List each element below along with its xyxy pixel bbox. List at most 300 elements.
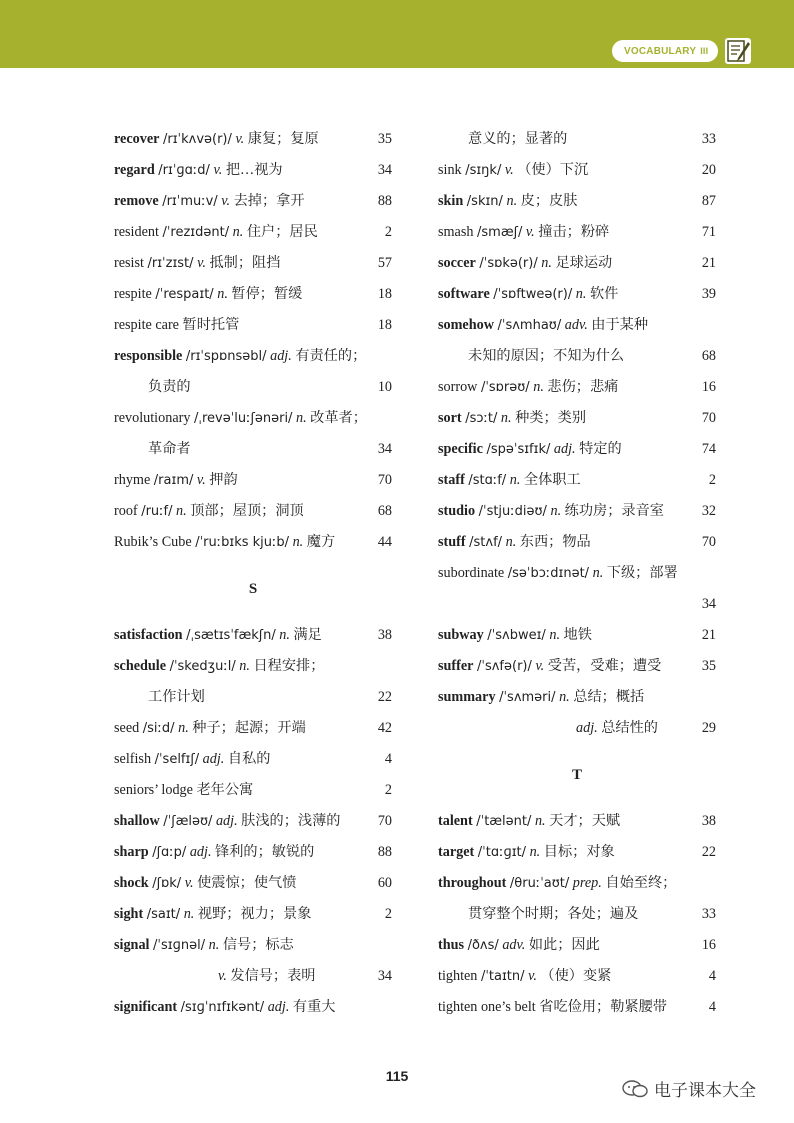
glossary-entry (438, 558, 716, 589)
entry-pos: v. (235, 131, 245, 147)
entry-text (438, 496, 664, 527)
entry-text (114, 248, 280, 279)
entry-pos: n. (239, 658, 250, 674)
entry-meaning: 省吃俭用；勒紧腰带 (539, 999, 667, 1015)
entry-text (114, 155, 283, 186)
glossary-entry (438, 806, 716, 837)
entry-headword: signal (114, 937, 150, 953)
entry-headword: respite care (114, 317, 179, 333)
entry-headword: sight (114, 906, 144, 922)
entry-text (468, 124, 567, 155)
entry-meaning: 满足 (293, 627, 322, 643)
entry-text (576, 713, 658, 744)
entry-page-ref: 57 (377, 255, 392, 271)
entry-phonetic: /ˈselfɪʃ/ (154, 752, 200, 767)
entry-headword: subordinate (438, 565, 505, 581)
entry-meaning: 发信号；表明 (230, 968, 316, 984)
entry-meaning: 种类；类别 (515, 410, 587, 426)
entry-headword: sink (438, 162, 462, 178)
entry-meaning: 自私的 (227, 751, 271, 767)
entry-text (438, 434, 622, 465)
entry-phonetic: /ˈsʌbweɪ/ (487, 628, 546, 643)
entry-phonetic: /stʌf/ (469, 535, 503, 550)
glossary-entry (114, 279, 392, 310)
entry-pos: n. (500, 410, 512, 426)
entry-phonetic: /ˈtɑːɡɪt/ (477, 845, 527, 860)
entry-pos: v. (504, 162, 514, 178)
entry-page-ref: 35 (701, 658, 716, 674)
entry-meaning: 特定的 (579, 441, 622, 457)
entry-headword: specific (438, 441, 483, 457)
entry-text (438, 868, 676, 899)
glossary-entry (438, 682, 716, 713)
entry-meaning: 下级；部署 (606, 565, 678, 581)
entry-phonetic: /sɪɡˈnɪfɪkənt/ (180, 1000, 265, 1015)
entry-pos: v. (221, 193, 231, 209)
entry-meaning: 种子；起源；开端 (192, 720, 306, 736)
entry-page-ref: 4 (384, 751, 392, 767)
entry-headword: seniors’ lodge (114, 782, 193, 798)
glossary-entry (438, 310, 716, 341)
entry-headword: resist (114, 255, 144, 271)
glossary-entry (114, 124, 392, 155)
entry-pos: n. (295, 410, 307, 426)
entry-pos: n. (534, 813, 546, 829)
entry-page-ref: 18 (377, 286, 392, 302)
glossary-entry (114, 744, 392, 775)
entry-text (438, 527, 591, 558)
entry-pos: adv. (502, 937, 526, 953)
entry-headword: suffer (438, 658, 474, 674)
entry-pos: adj. (553, 441, 576, 457)
entry-headword: respite (114, 286, 152, 302)
section-label-mark: III (700, 46, 709, 56)
entry-meaning: 暂时托管 (182, 317, 240, 333)
entry-headword: resident (114, 224, 159, 240)
entry-text (114, 620, 322, 651)
entry-pos: n. (549, 627, 560, 643)
entry-meaning: 有重大 (292, 999, 336, 1015)
entry-headword: stuff (438, 534, 466, 550)
entry-headword: software (438, 286, 490, 302)
entry-pos: n. (232, 224, 244, 240)
entry-text (114, 527, 335, 558)
entry-meaning: 皮；皮肤 (520, 193, 578, 209)
entry-text (438, 279, 618, 310)
entry-pos: v. (528, 968, 537, 984)
entry-phonetic: /ˈsɒftweə(r)/ (493, 287, 573, 302)
entry-page-ref: 2 (384, 782, 392, 798)
entry-phonetic: /sɔːt/ (465, 411, 498, 426)
entry-page-ref: 70 (377, 813, 392, 829)
glossary-entry (438, 279, 716, 310)
entry-headword: tighten one’s belt (438, 999, 536, 1015)
entry-text (114, 713, 306, 744)
entry-headword: talent (438, 813, 473, 829)
glossary-entry (438, 868, 716, 899)
entry-meaning: 抵制；阻挡 (209, 255, 281, 271)
entry-text (114, 124, 319, 155)
glossary-entry (114, 217, 392, 248)
entry-pos: n. (208, 937, 220, 953)
entry-headword: seed (114, 720, 140, 736)
entry-headword: tighten (438, 968, 478, 984)
entry-text (114, 837, 314, 868)
entry-meaning: 目标；对象 (543, 844, 615, 860)
entry-phonetic: /sɪŋk/ (465, 163, 502, 178)
entry-page-ref: 38 (377, 627, 392, 643)
entry-headword: smash (438, 224, 474, 240)
entry-text (114, 341, 366, 372)
glossary-entry (438, 930, 716, 961)
entry-text (148, 434, 191, 465)
entry-text (114, 930, 294, 961)
entry-meaning: 去掉；拿开 (233, 193, 305, 209)
entry-text (468, 899, 638, 930)
entry-meaning: 意义的；显著的 (468, 131, 568, 147)
entry-meaning: 工作计划 (148, 689, 205, 705)
entry-meaning: （使）下沉 (517, 162, 589, 178)
entry-text (438, 558, 678, 589)
entry-headword: selfish (114, 751, 152, 767)
entry-pos: adj. (270, 348, 292, 364)
entry-headword: sharp (114, 844, 149, 860)
entry-text (438, 403, 586, 434)
entry-page-ref: 34 (377, 162, 392, 178)
entry-meaning: 日程安排； (253, 658, 325, 674)
entry-pos: n. (529, 844, 541, 860)
entry-page-ref: 88 (377, 193, 392, 209)
glossary-entry (438, 217, 716, 248)
entry-phonetic: /səˈbɔːdɪnət/ (507, 566, 590, 581)
glossary-entry (438, 620, 716, 651)
entry-meaning: 信号；标志 (222, 937, 294, 953)
entry-headword: significant (114, 999, 178, 1015)
entry-text (114, 310, 239, 341)
glossary-entry (438, 961, 716, 992)
glossary-entry (114, 837, 392, 868)
entry-meaning: 未知的原因；不知为什么 (468, 348, 625, 364)
entry-text (438, 651, 661, 682)
entry-headword: soccer (438, 255, 476, 271)
entry-pos: n. (183, 906, 195, 922)
entry-text (468, 341, 624, 372)
entry-pos: v. (218, 968, 227, 984)
glossary-entry (114, 992, 392, 1023)
entry-text (438, 992, 667, 1023)
entry-phonetic: /ˈruːbɪks kjuːb/ (195, 535, 290, 550)
entry-meaning: 自始至终； (605, 875, 677, 891)
entry-page-ref: 74 (701, 441, 716, 457)
entry-meaning: 由于某种 (591, 317, 649, 333)
entry-phonetic: /ˈskedʒuːl/ (169, 659, 236, 674)
entry-meaning: 足球运动 (555, 255, 613, 271)
entry-phonetic: /rɪˈmuːv/ (162, 194, 218, 209)
entry-text (114, 744, 270, 775)
entry-text (438, 217, 609, 248)
glossary-entry (114, 713, 392, 744)
glossary-column-left (114, 124, 392, 1023)
entry-headword: studio (438, 503, 476, 519)
entry-pos: n. (217, 286, 228, 302)
glossary-entry (114, 775, 392, 806)
glossary-column-right (438, 124, 716, 1023)
entry-text (438, 310, 648, 341)
entry-text (114, 403, 367, 434)
entry-pos: adv. (564, 317, 588, 333)
entry-headword: summary (438, 689, 496, 705)
entry-pos: adj. (576, 720, 598, 736)
entry-meaning: 练功房；录音室 (564, 503, 664, 519)
entry-text (438, 837, 615, 868)
entry-page-ref: 44 (377, 534, 392, 550)
entry-meaning: 顶部；屋顶；洞顶 (190, 503, 304, 519)
entry-continuation (438, 899, 716, 930)
entry-meaning: 总结；概括 (573, 689, 645, 705)
entry-headword: throughout (438, 875, 507, 891)
entry-pos: v. (197, 255, 206, 271)
entry-phonetic: /ˈrespaɪt/ (155, 287, 214, 302)
entry-meaning: 地铁 (563, 627, 592, 643)
entry-page-ref: 29 (701, 720, 716, 736)
entry-text (438, 961, 611, 992)
entry-meaning: 押韵 (209, 472, 238, 488)
entry-page-ref: 2 (384, 906, 392, 922)
entry-phonetic: /ˌrevəˈluːʃənəri/ (193, 411, 293, 426)
entry-pos: n. (178, 720, 189, 736)
entry-phonetic: /siːd/ (142, 721, 175, 736)
entry-pos: v. (184, 875, 194, 891)
entry-pos: v. (535, 658, 545, 674)
entry-headword: skin (438, 193, 464, 209)
entry-text (438, 155, 588, 186)
entry-text (438, 372, 618, 403)
glossary-entry (438, 186, 716, 217)
entry-page-ref: 87 (701, 193, 716, 209)
entry-headword: remove (114, 193, 159, 209)
entry-phonetic: /ˈsʌmhaʊ/ (497, 318, 562, 333)
entry-phonetic: /rɪˈspɒnsəbl/ (185, 349, 267, 364)
entry-phonetic: /ˈsɪɡnəl/ (153, 938, 206, 953)
glossary-entry (438, 527, 716, 558)
entry-phonetic: /smæʃ/ (477, 225, 523, 240)
entry-continuation (114, 434, 392, 465)
entry-page-ref: 70 (701, 410, 716, 426)
entry-page-ref: 70 (701, 534, 716, 550)
entry-page-ref: 68 (377, 503, 392, 519)
entry-phonetic: /ʃɑːp/ (152, 845, 187, 860)
entry-page-ref: 32 (701, 503, 716, 519)
entry-headword: target (438, 844, 475, 860)
entry-phonetic: /raɪm/ (153, 473, 194, 488)
entry-meaning: （使）变紧 (540, 968, 612, 984)
entry-text (438, 186, 577, 217)
entry-text (148, 372, 191, 403)
entry-page-ref: 2 (708, 472, 716, 488)
entry-text (114, 217, 318, 248)
entry-page-ref: 22 (701, 844, 716, 860)
section-letter: T (571, 767, 582, 783)
glossary-entry (438, 248, 716, 279)
entry-headword: staff (438, 472, 465, 488)
entry-phonetic: /ˈsɒrəʊ/ (480, 380, 530, 395)
entry-meaning: 肤浅的；浅薄的 (241, 813, 341, 829)
entry-pos: n. (279, 627, 290, 643)
entry-pos: n. (559, 689, 570, 705)
entry-page-ref: 18 (377, 317, 392, 333)
entry-phonetic: /stɑːf/ (468, 473, 507, 488)
glossary-entry (114, 341, 392, 372)
entry-headword: sorrow (438, 379, 478, 395)
entry-page-ref: 34 (701, 596, 716, 612)
glossary-entry (114, 248, 392, 279)
entry-headword: sort (438, 410, 462, 426)
glossary-entry (114, 465, 392, 496)
entry-text (114, 775, 253, 806)
entry-phonetic: /ˈsʌfə(r)/ (477, 659, 532, 674)
entry-pos: adj. (189, 844, 212, 860)
entry-text (114, 186, 305, 217)
entry-headword: shock (114, 875, 149, 891)
entry-headword: revolutionary (114, 410, 191, 426)
entry-phonetic: /ˈrezɪdənt/ (162, 225, 230, 240)
entry-text (114, 992, 336, 1023)
entry-phonetic: /spəˈsɪfɪk/ (486, 442, 551, 457)
entry-page-ref: 34 (377, 968, 392, 984)
entry-pos: n. (533, 379, 544, 395)
entry-meaning: 全体职工 (523, 472, 581, 488)
entry-headword: somehow (438, 317, 494, 333)
entry-page-ref: 22 (377, 689, 392, 705)
entry-headword: regard (114, 162, 155, 178)
entry-page-ref: 42 (377, 720, 392, 736)
entry-meaning: 把…视为 (225, 162, 283, 178)
entry-page-ref: 20 (701, 162, 716, 178)
entry-meaning: 有责任的； (295, 348, 367, 364)
entry-meaning: 软件 (589, 286, 619, 302)
entry-page-ref: 60 (377, 875, 392, 891)
entry-phonetic: /ˈstjuːdiəʊ/ (478, 504, 547, 519)
entry-page-ref: 4 (708, 968, 716, 984)
glossary-entry (114, 403, 392, 434)
entry-meaning: 受苦，受难；遭受 (547, 658, 662, 674)
entry-text (148, 682, 205, 713)
entry-phonetic: /ˈʃæləʊ/ (163, 814, 213, 829)
entry-headword: recover (114, 131, 160, 147)
entry-phonetic: /ˈsʌməri/ (499, 690, 556, 705)
entry-continuation (438, 124, 716, 155)
page-number: 115 (385, 1068, 409, 1084)
entry-page-ref: 35 (377, 131, 392, 147)
glossary-entry (114, 527, 392, 558)
entry-meaning: 天才；天赋 (549, 813, 621, 829)
entry-pos: v. (525, 224, 535, 240)
entry-headword: roof (114, 503, 138, 519)
entry-page-ref: 39 (701, 286, 716, 302)
glossary-entry (438, 155, 716, 186)
watermark: 电子课本大全 (622, 1076, 756, 1101)
entry-headword: thus (438, 937, 465, 953)
entry-page-ref: 33 (701, 131, 716, 147)
entry-phonetic: /ˈsɒkə(r)/ (479, 256, 538, 271)
section-letter: S (248, 581, 258, 597)
glossary-entry (438, 434, 716, 465)
entry-meaning: 锋利的；敏锐的 (215, 844, 315, 860)
entry-pos: n. (550, 503, 562, 519)
entry-text (438, 930, 600, 961)
entry-text (438, 682, 644, 713)
entry-pos: n. (541, 255, 552, 271)
entry-text (114, 651, 324, 682)
entry-pos: v. (213, 162, 223, 178)
glossary-entry (438, 651, 716, 682)
entry-phonetic: /θruːˈaʊt/ (509, 876, 570, 891)
entry-text (114, 806, 341, 837)
entry-continuation (438, 589, 716, 620)
entry-headword: responsible (114, 348, 183, 364)
entry-page-ref: 71 (701, 224, 716, 240)
entry-pos: adj. (267, 999, 290, 1015)
entry-pos: n. (592, 565, 604, 581)
glossary-entry (438, 403, 716, 434)
chat-bubble-icon (622, 1079, 648, 1099)
entry-meaning: 撞击；粉碎 (538, 224, 610, 240)
entry-continuation (438, 341, 716, 372)
glossary-entry (114, 806, 392, 837)
glossary-entry (114, 310, 392, 341)
entry-headword: satisfaction (114, 627, 183, 643)
entry-pos: prep. (572, 875, 602, 891)
entry-pos: n. (575, 286, 587, 302)
entry-meaning: 老年公寓 (196, 782, 254, 798)
entry-headword: schedule (114, 658, 167, 674)
entry-headword: subway (438, 627, 484, 643)
entry-meaning: 如此；因此 (528, 937, 600, 953)
entry-phonetic: /ˈtælənt/ (476, 814, 532, 829)
entry-page-ref: 70 (377, 472, 392, 488)
entry-headword: Rubik’s Cube (114, 534, 192, 550)
entry-pos: v. (196, 472, 206, 488)
entry-page-ref: 88 (377, 844, 392, 860)
entry-page-ref: 33 (701, 906, 716, 922)
entry-text (438, 248, 612, 279)
entry-phonetic: /ðʌs/ (467, 938, 499, 953)
glossary-entry (114, 620, 392, 651)
glossary-entry (114, 930, 392, 961)
entry-phonetic: /ˈtaɪtn/ (480, 969, 525, 984)
entry-phonetic: /rɪˈɡɑːd/ (158, 163, 210, 178)
glossary-entry (114, 496, 392, 527)
entry-pos: n. (509, 472, 521, 488)
entry-phonetic: /skɪn/ (466, 194, 503, 209)
entry-meaning: 魔方 (306, 534, 336, 550)
entry-meaning: 康复；复原 (247, 131, 319, 147)
entry-page-ref: 38 (701, 813, 716, 829)
entry-text (114, 465, 238, 496)
entry-text (114, 279, 302, 310)
entry-meaning: 东西；物品 (519, 534, 591, 550)
entry-text (114, 496, 304, 527)
entry-text (438, 465, 581, 496)
entry-page-ref: 2 (384, 224, 392, 240)
entry-text (218, 961, 315, 992)
entry-meaning: 悲伤；悲痛 (547, 379, 619, 395)
entry-headword: rhyme (114, 472, 151, 488)
entry-page-ref: 68 (701, 348, 716, 364)
entry-text (114, 868, 296, 899)
entry-headword: shallow (114, 813, 160, 829)
entry-meaning: 总结性的 (601, 720, 658, 736)
